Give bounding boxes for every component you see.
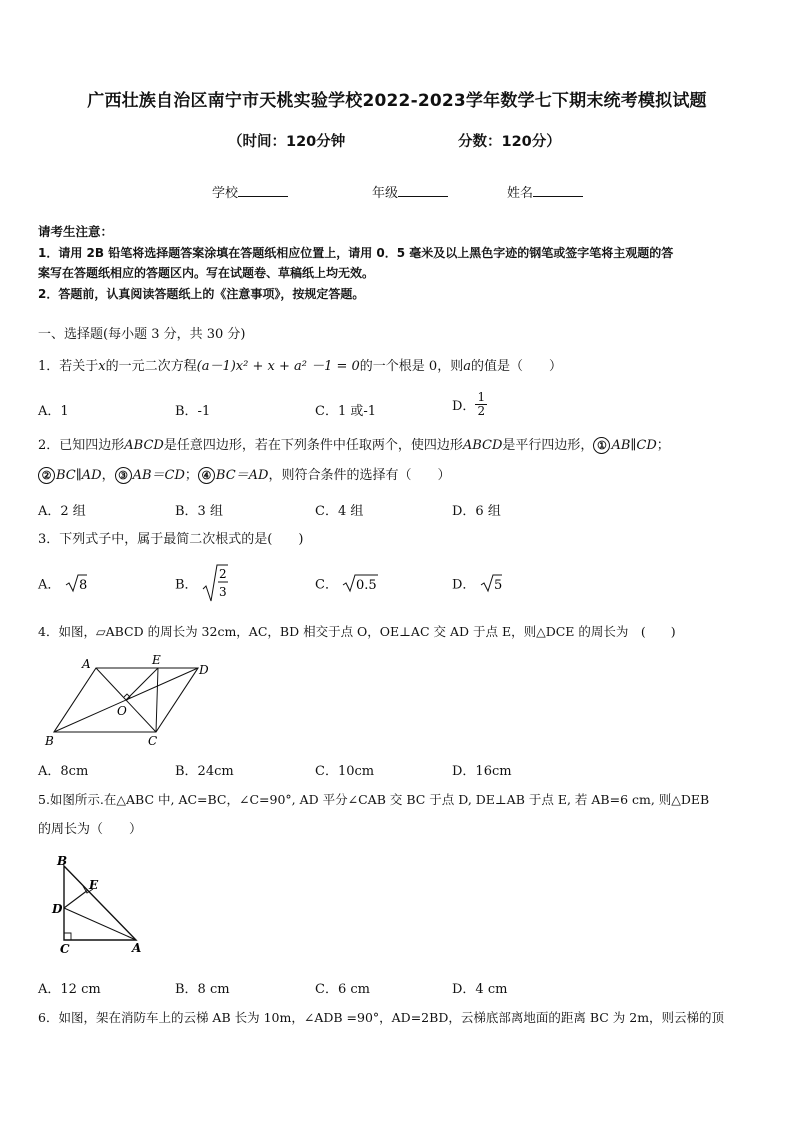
svg-text:A: A — [82, 657, 91, 671]
grade-field — [372, 182, 448, 201]
sqrt-sign — [202, 563, 228, 603]
svg-text:5: 5 — [493, 578, 502, 593]
q3-option-b[interactable]: B． 2 3 — [175, 563, 228, 603]
sqrt-sign — [342, 573, 378, 593]
svg-text:8: 8 — [78, 578, 87, 593]
q2-option-b[interactable]: B．3 组 — [175, 504, 223, 519]
svg-text:E: E — [89, 878, 99, 892]
question-5-line-1: 5.如图所示.在△ABC 中, AC=BC，∠C=90°, AD 平分∠CAB 交 BC 于点 D, DE⊥AB 于点 E, 若 AB=6 cm, 则△DEB — [38, 792, 710, 807]
notice-heading: 请考生注意： — [38, 224, 114, 239]
exam-time: （时间：120分钟 — [228, 134, 346, 150]
q5-triangle-figure — [48, 852, 148, 957]
q1-option-b[interactable]: B．-1 — [175, 404, 211, 419]
svg-text:D: D — [199, 663, 209, 677]
exam-title: 广西壮族自治区南宁市天桃实验学校2022-2023学年数学七下期末统考模拟试题 — [87, 91, 707, 111]
svg-text:D: D — [52, 902, 63, 916]
q4-option-c[interactable]: C．10cm — [315, 764, 375, 779]
q1-option-a[interactable]: A．1 — [38, 404, 69, 419]
svg-text:C: C — [60, 942, 70, 956]
q1-option-d[interactable]: D． $\frac{1}{2}$ — [452, 390, 486, 418]
grade-blank[interactable] — [398, 184, 448, 197]
q4-option-b[interactable]: B．24cm — [175, 764, 234, 779]
school-label: 学校 — [212, 186, 239, 201]
school-blank[interactable] — [238, 184, 288, 197]
svg-text:A: A — [132, 941, 142, 955]
q5-option-c[interactable]: C．6 cm — [315, 982, 370, 997]
notice-line-1b: 案写在答题纸相应的答题区内。写在试题卷、草稿纸上均无效。 — [38, 266, 375, 280]
question-6-line-1: 6．如图，架在消防车上的云梯 AB 长为 10m，∠ADB =90°，AD=2BD，云梯底部离地面的距离 BC 为 2m，则云梯的顶 — [38, 1010, 725, 1025]
q3-option-c[interactable]: C． 0.5 — [315, 573, 378, 593]
notice-line-2: 2．答题前，认真阅读答题纸上的《注意事项》，按规定答题。 — [38, 287, 365, 301]
notice-line-1a: 1．请用 2B 铅笔将选择题答案涂填在答题纸相应位置上，请用 0．5 毫米及以上黑色字迹的钢笔或签字笔将主观题的答 — [38, 246, 674, 260]
q2-option-a[interactable]: A．2 组 — [38, 504, 86, 519]
svg-text:B: B — [45, 734, 54, 748]
q4-parallelogram-figure — [38, 652, 218, 750]
svg-text:O: O — [117, 704, 127, 718]
name-blank[interactable] — [533, 184, 583, 197]
section-heading: 一、选择题(每小题 3 分，共 30 分) — [38, 327, 246, 342]
svg-text:0.5: 0.5 — [356, 578, 377, 593]
question-1-stem: 1．若关于x的一元二次方程(a－1)x² + x + a² －1 = 0的一个根是 0，则a的值是（ ） — [38, 359, 562, 374]
grade-label: 年级 — [372, 186, 399, 201]
question-2-line-2: ② BC∥AD， ③ AB＝CD； ④ BC＝AD，则符合条件的选择有（ ） — [38, 466, 450, 486]
q5-option-a[interactable]: A．12 cm — [38, 982, 101, 997]
sqrt-sign — [65, 573, 87, 593]
svg-text:3: 3 — [218, 585, 227, 599]
q2-option-c[interactable]: C．4 组 — [315, 504, 364, 519]
question-4-stem: 4．如图，▱ABCD 的周长为 32cm，AC，BD 相交于点 O，OE⊥AC 交 AD 于点 E，则△DCE 的周长为 ( ) — [38, 624, 676, 639]
question-1-equation: (a－1)x² + x + a² －1 = 0 — [196, 359, 360, 374]
q3-option-a[interactable]: A． 8 — [38, 573, 87, 593]
sqrt-sign — [480, 573, 502, 593]
question-2-line-1: 2．已知四边形ABCD是任意四边形，若在下列条件中任取两个，使四边形ABCD是平行四边形， ① AB∥CD； — [38, 438, 670, 453]
q5-option-b[interactable]: B．8 cm — [175, 982, 230, 997]
name-label: 姓名 — [507, 186, 534, 201]
question-5-line-2: 的周长为（ ） — [38, 822, 143, 837]
svg-text:2: 2 — [218, 567, 227, 581]
svg-text:E: E — [152, 653, 161, 667]
question-3-stem: 3．下列式子中，属于最简二次根式的是( ) — [38, 532, 304, 547]
q2-option-d[interactable]: D．6 组 — [452, 504, 501, 519]
exam-score: 分数：120分） — [458, 134, 561, 150]
q4-option-a[interactable]: A．8cm — [38, 764, 89, 779]
q4-option-d[interactable]: D．16cm — [452, 764, 512, 779]
q5-option-d[interactable]: D．4 cm — [452, 982, 508, 997]
q1-option-c[interactable]: C．1 或-1 — [315, 404, 377, 419]
name-field — [507, 182, 583, 201]
svg-text:C: C — [148, 734, 158, 748]
school-field — [212, 182, 288, 201]
q3-option-d[interactable]: D． 5 — [452, 573, 502, 593]
svg-text:B: B — [57, 854, 68, 868]
